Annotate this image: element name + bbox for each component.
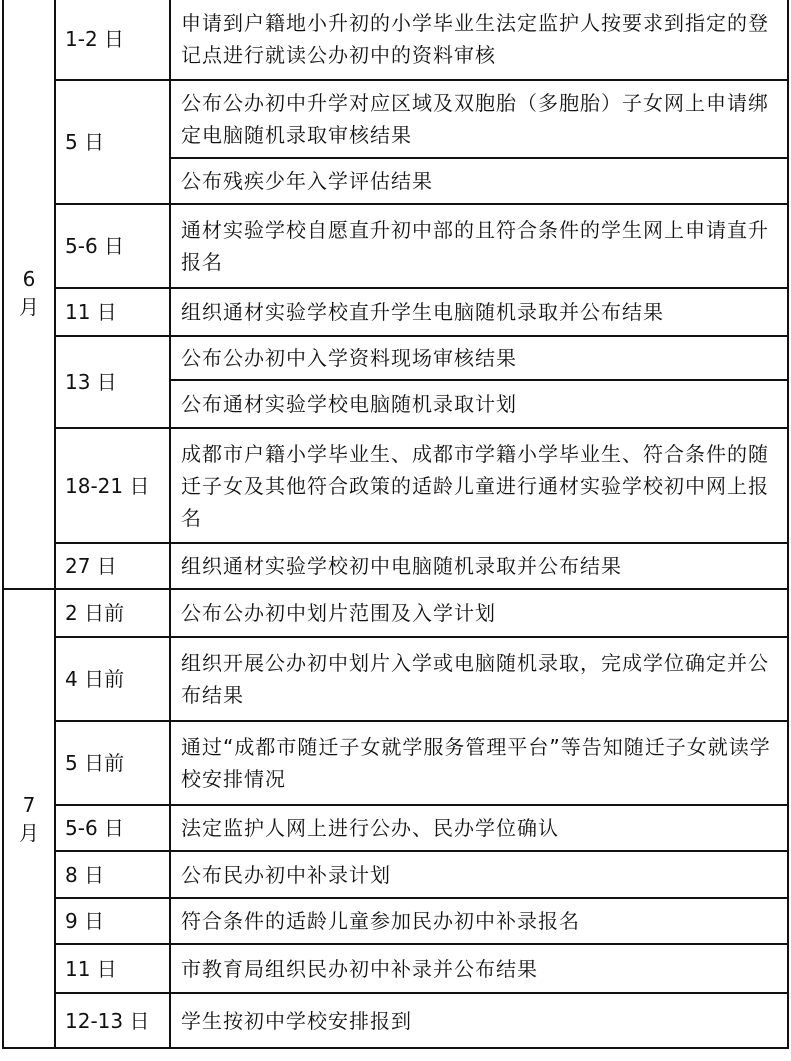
month-unit: 月 (19, 295, 39, 319)
date-cell: 9 日 (55, 898, 170, 944)
date-cell: 5 日 (55, 80, 170, 204)
table-row (3, 637, 788, 721)
date-cell: 4 日前 (55, 637, 170, 721)
table-row (3, 944, 788, 993)
event-description: 通过“成都市随迁子女就学服务管理平台”等告知随迁子女就读学校安排情况 (170, 721, 788, 805)
date-cell: 5-6 日 (55, 204, 170, 288)
date-cell: 12-13 日 (55, 993, 170, 1048)
date-cell: 5 日前 (55, 721, 170, 805)
event-description: 市教育局组织民办初中补录并公布结果 (170, 944, 788, 993)
table-row (3, 336, 788, 380)
month-number: 7 (22, 792, 36, 817)
month-cell (3, 0, 55, 589)
table-row (3, 851, 788, 898)
event-description: 成都市户籍小学毕业生、成都市学籍小学毕业生、符合条件的随迁子女及其他符合政策的适龄儿童进行通材实验学校初中网上报名 (170, 428, 788, 543)
table-row (3, 204, 788, 288)
event-description: 公布残疾少年入学评估结果 (170, 158, 788, 204)
event-description: 学生按初中学校安排报到 (170, 993, 788, 1048)
date-cell: 2 日前 (55, 589, 170, 637)
event-description: 公布通材实验学校电脑随机录取计划 (170, 380, 788, 428)
date-cell: 11 日 (55, 288, 170, 336)
month-unit: 月 (19, 820, 39, 845)
event-description: 通材实验学校自愿直升初中部的且符合条件的学生网上申请直升报名 (170, 204, 788, 288)
table-row (3, 428, 788, 543)
event-description: 组织开展公办初中划片入学或电脑随机录取，完成学位确定并公布结果 (170, 637, 788, 721)
table-row (3, 993, 788, 1048)
event-description: 公布公办初中入学资料现场审核结果 (170, 336, 788, 380)
event-description: 符合条件的适龄儿童参加民办初中补录报名 (170, 898, 788, 944)
table-row (3, 721, 788, 805)
event-description: 组织通材实验学校直升学生电脑随机录取并公布结果 (170, 288, 788, 336)
date-cell: 11 日 (55, 944, 170, 993)
date-cell: 8 日 (55, 851, 170, 898)
date-cell: 5-6 日 (55, 805, 170, 851)
event-description: 申请到户籍地小升初的小学毕业生法定监护人按要求到指定的登记点进行就读公办初中的资料审核 (170, 0, 788, 80)
table-row (3, 589, 788, 637)
schedule-table (2, 0, 789, 1049)
date-cell: 18-21 日 (55, 428, 170, 543)
table-row (3, 543, 788, 589)
table-row (3, 288, 788, 336)
table-row (3, 805, 788, 851)
event-description: 公布民办初中补录计划 (170, 851, 788, 898)
schedule-table-body (3, 0, 788, 1048)
event-description: 公布公办初中升学对应区域及双胞胎（多胞胎）子女网上申请绑定电脑随机录取审核结果 (170, 80, 788, 158)
date-cell: 27 日 (55, 543, 170, 589)
date-cell: 13 日 (55, 336, 170, 428)
table-row (3, 0, 788, 80)
table-row (3, 80, 788, 158)
event-description: 公布公办初中划片范围及入学计划 (170, 589, 788, 637)
month-number: 6 (22, 267, 36, 291)
month-cell (3, 589, 55, 1048)
table-row (3, 898, 788, 944)
date-cell: 1-2 日 (55, 0, 170, 80)
event-description: 法定监护人网上进行公办、民办学位确认 (170, 805, 788, 851)
event-description: 组织通材实验学校初中电脑随机录取并公布结果 (170, 543, 788, 589)
